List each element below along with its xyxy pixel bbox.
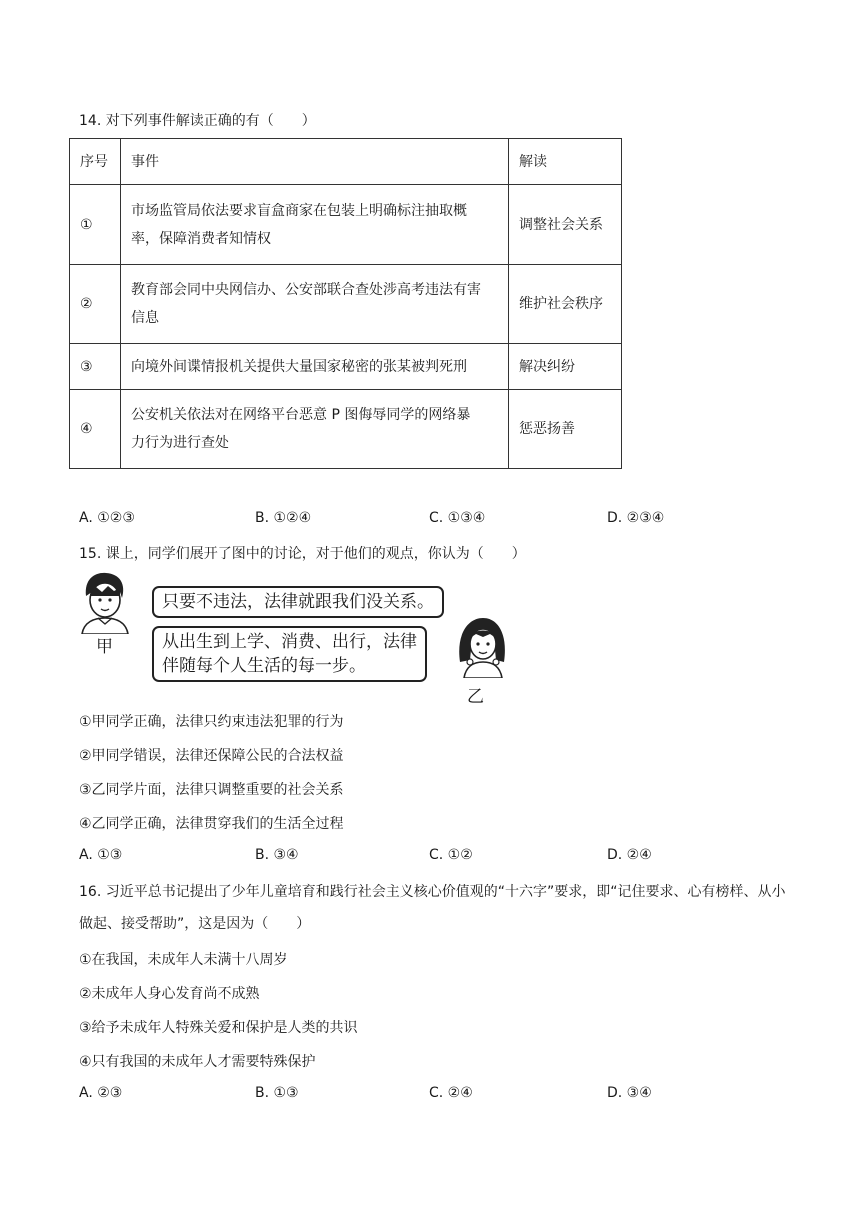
- choice-c[interactable]: C. ①②: [429, 847, 473, 863]
- row-no: ④: [70, 390, 121, 469]
- discussion-cartoon: [72, 566, 522, 706]
- row-reading: 维护社会秩序: [509, 265, 622, 344]
- question-14-choices: [79, 510, 779, 530]
- header-event: 事件: [121, 139, 509, 185]
- question-15-stem: 15. 课上，同学们展开了图中的讨论，对于他们的观点，你认为（ ）: [79, 546, 526, 562]
- choice-a[interactable]: A. ①②③: [79, 510, 135, 526]
- row-event: [121, 344, 509, 390]
- choice-b[interactable]: B. ①③: [255, 1085, 299, 1101]
- choice-c[interactable]: C. ①③④: [429, 510, 486, 526]
- header-no: 序号: [70, 139, 121, 185]
- row-event: [121, 185, 509, 265]
- girl-figure-icon: [454, 614, 510, 678]
- question-14-stem: 14. 对下列事件解读正确的有（ ）: [79, 113, 316, 129]
- event-line: 力行为进行查处: [131, 435, 229, 451]
- row-no: ①: [70, 185, 121, 265]
- choice-d[interactable]: D. ②③④: [607, 510, 665, 526]
- question-16-option: ②未成年人身心发育尚不成熟: [79, 986, 260, 1002]
- student-a-label: 甲: [96, 637, 113, 657]
- choice-d[interactable]: D. ②④: [607, 847, 652, 863]
- table-row: [70, 265, 622, 344]
- bubble-line: 从出生到上学、消费、出行，法律: [162, 632, 417, 652]
- events-table: [69, 138, 622, 469]
- table-row: [70, 185, 622, 265]
- row-reading: 解决纠纷: [509, 344, 622, 390]
- row-no: ③: [70, 344, 121, 390]
- student-a-speech-bubble: 只要不违法，法律就跟我们没关系。: [152, 586, 444, 618]
- row-no: ②: [70, 265, 121, 344]
- question-15-option: ②甲同学错误，法律还保障公民的合法权益: [79, 748, 344, 764]
- boy-figure-icon: [76, 570, 132, 634]
- choice-a[interactable]: A. ①③: [79, 847, 123, 863]
- event-line: 信息: [131, 310, 159, 326]
- event-line: 率，保障消费者知情权: [131, 230, 271, 247]
- question-16-option: ④只有我国的未成年人才需要特殊保护: [79, 1054, 316, 1070]
- table-row: [70, 390, 622, 469]
- bubble-line: 伴随每个人生活的每一步。: [162, 656, 366, 676]
- question-15-choices: [79, 847, 779, 867]
- table-row: [70, 344, 622, 390]
- row-event: [121, 265, 509, 344]
- header-reading: 解读: [509, 139, 622, 185]
- question-16-option: ③给予未成年人特殊关爱和保护是人类的共识: [79, 1020, 358, 1036]
- choice-a[interactable]: A. ②③: [79, 1085, 123, 1101]
- choice-d[interactable]: D. ③④: [607, 1085, 652, 1101]
- row-event: [121, 390, 509, 469]
- question-15-option: ④乙同学正确，法律贯穿我们的生活全过程: [79, 816, 344, 832]
- event-line: 向境外间谍情报机关提供大量国家秘密的张某被判死刑: [131, 358, 467, 375]
- student-b-label: 乙: [467, 687, 484, 707]
- question-16-choices: [79, 1085, 779, 1105]
- choice-b[interactable]: B. ①②④: [255, 510, 312, 526]
- event-line: 市场监管局依法要求盲盒商家在包装上明确标注抽取概: [131, 202, 467, 219]
- row-reading: 调整社会关系: [509, 185, 622, 265]
- question-15-option: ①甲同学正确，法律只约束违法犯罪的行为: [79, 714, 344, 730]
- event-line: 公安机关依法对在网络平台恶意 P 图侮辱同学的网络暴: [131, 407, 471, 423]
- row-reading: 惩恶扬善: [509, 390, 622, 469]
- table-header-row: [70, 139, 622, 185]
- question-16-option: ①在我国，未成年人未满十八周岁: [79, 952, 288, 968]
- choice-c[interactable]: C. ②④: [429, 1085, 473, 1101]
- event-line: 教育部会同中央网信办、公安部联合查处涉高考违法有害: [131, 282, 481, 298]
- question-16-stem: 16. 习近平总书记提出了少年儿童培育和践行社会主义核心价值观的“十六字”要求，即“记住要求、心有榜样、从小做起、接受帮助”，这是因为（ ）: [79, 884, 786, 932]
- student-b-speech-bubble: [152, 626, 427, 682]
- choice-b[interactable]: B. ③④: [255, 847, 299, 863]
- question-15-option: ③乙同学片面，法律只调整重要的社会关系: [79, 782, 344, 798]
